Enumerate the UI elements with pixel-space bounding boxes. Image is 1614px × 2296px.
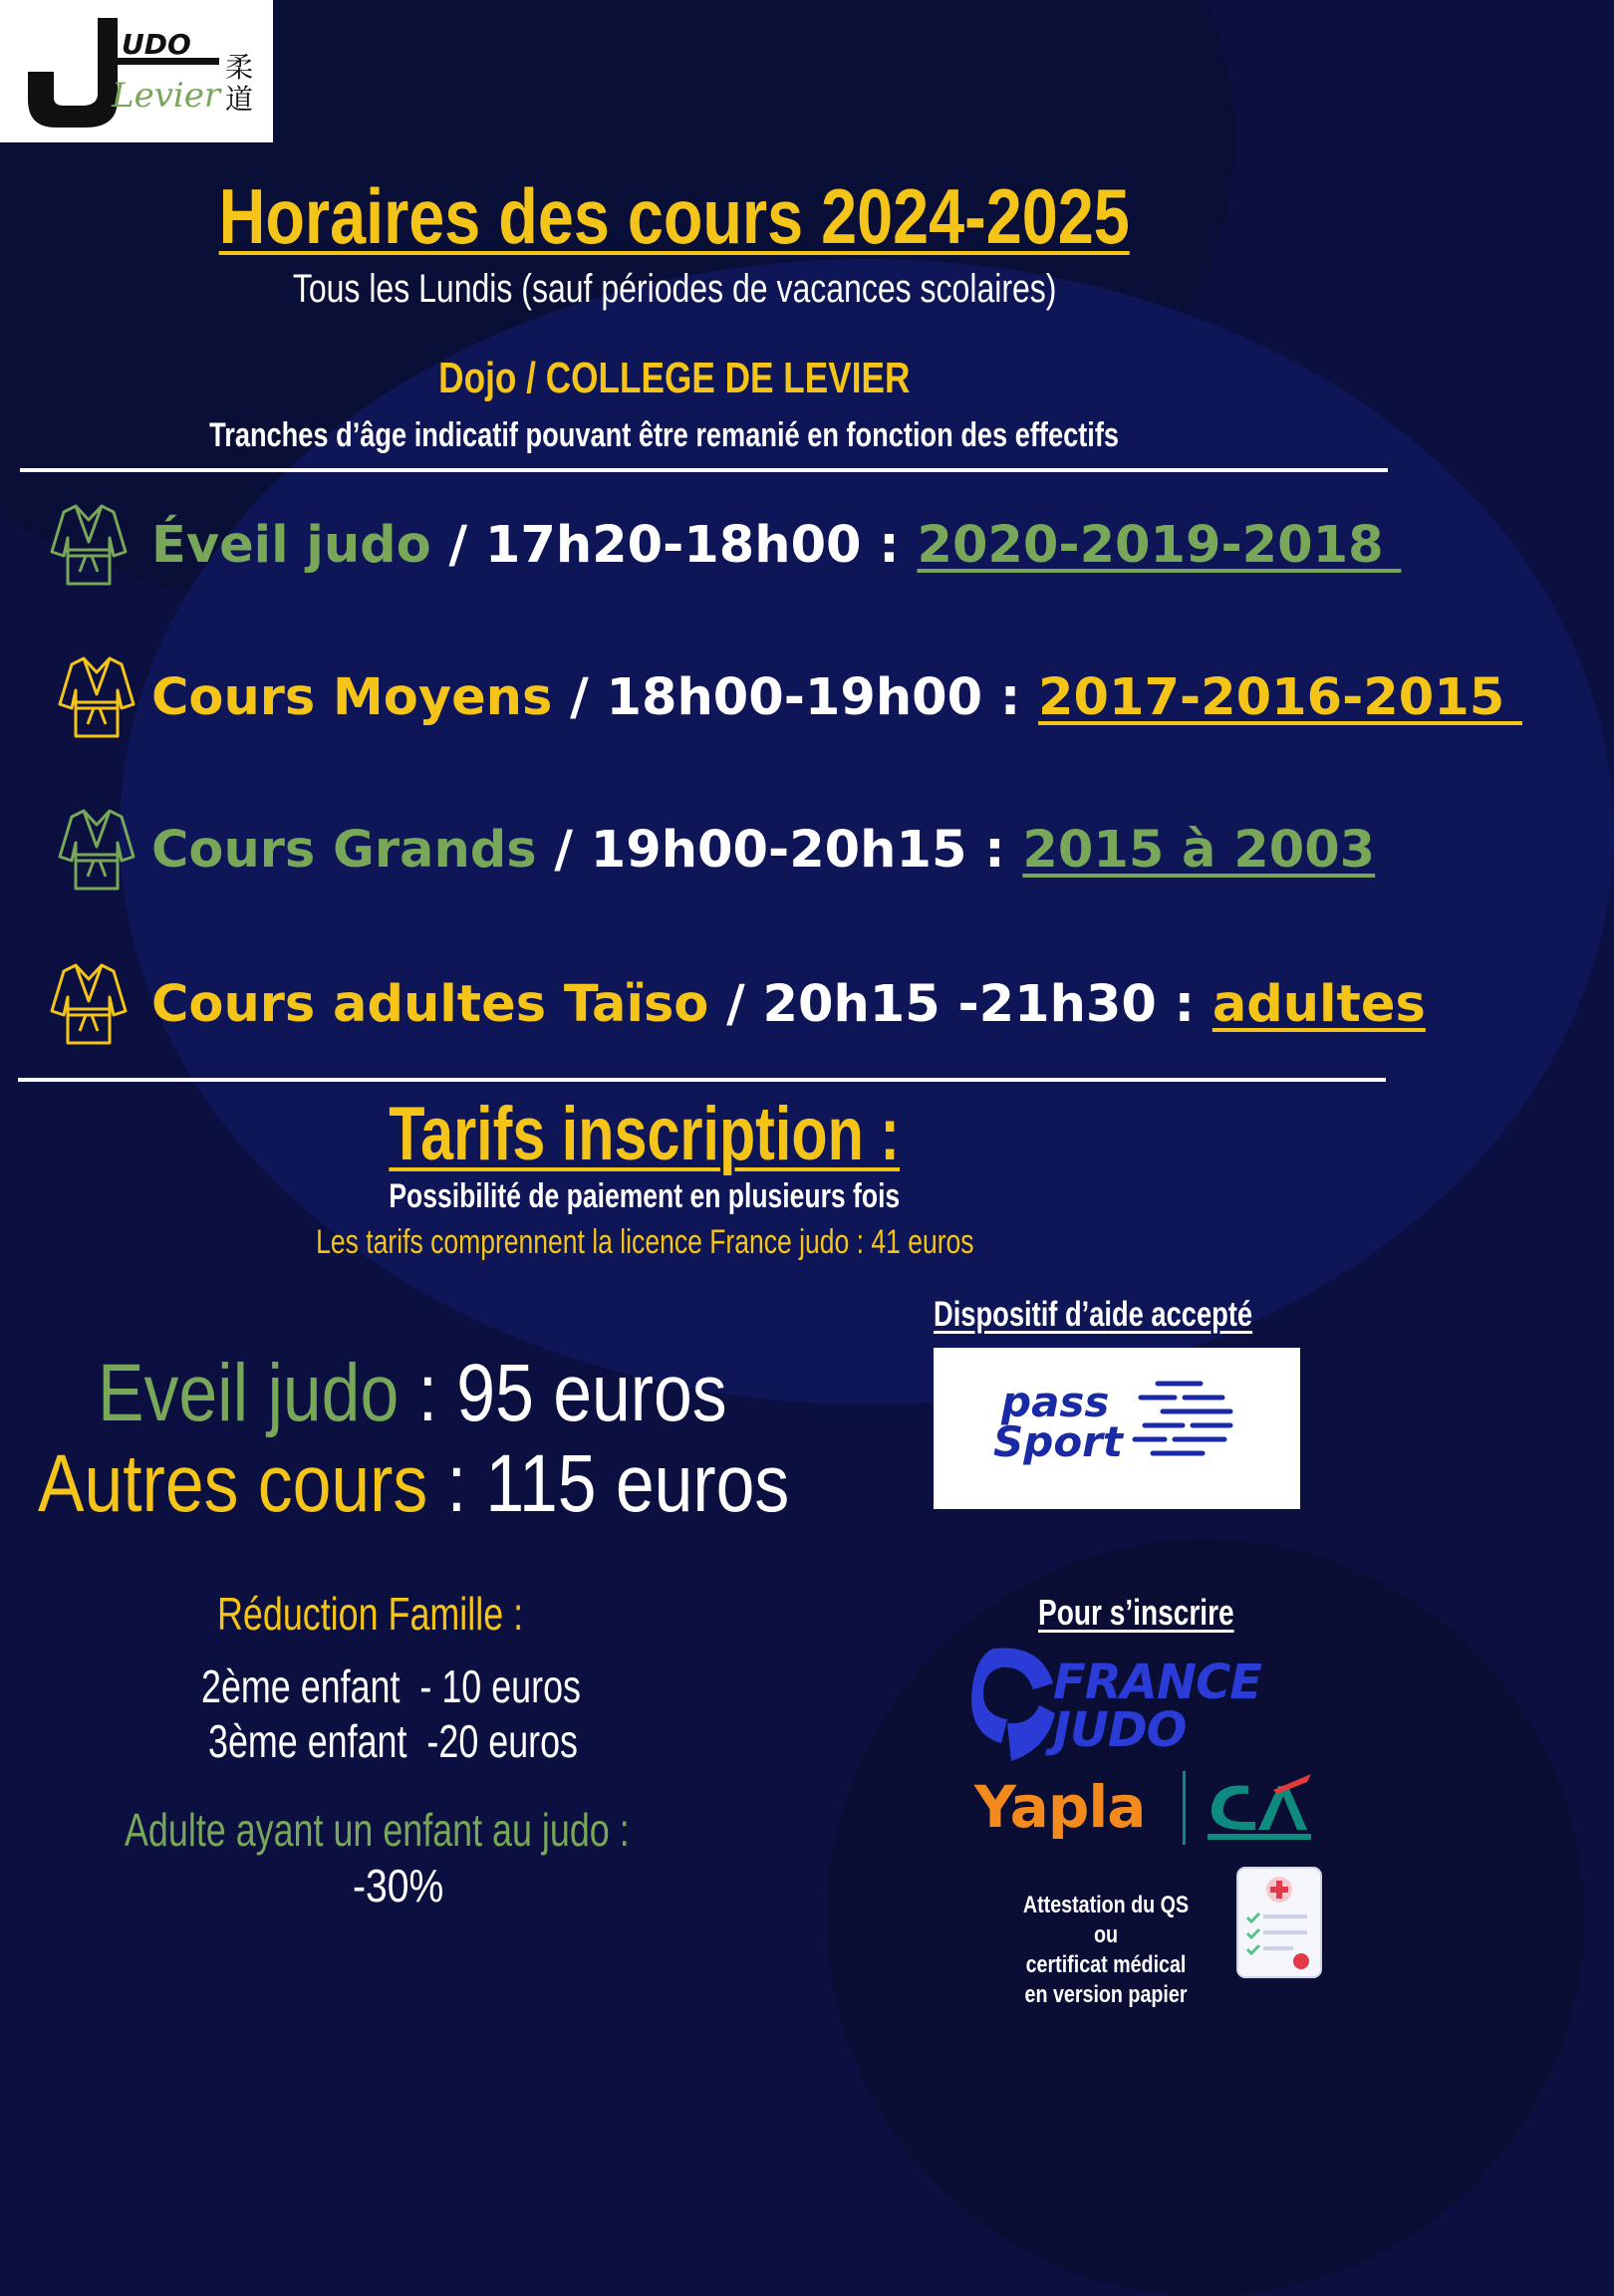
- payment-note: Possibilité de paiement en plusieurs fois: [389, 1177, 901, 1215]
- adult-reduction-value: -30%: [353, 1860, 444, 1912]
- schedule-row: [151, 652, 1522, 742]
- logo-separator: [1183, 1771, 1186, 1845]
- reduction-line1: 2ème enfant - 10 euros: [200, 1660, 581, 1712]
- schedule-years: 2020-2019-2018: [917, 515, 1402, 575]
- attestation-wrap: [996, 1891, 1215, 2010]
- pass-text: pass: [1001, 1378, 1110, 1426]
- schedule-time: / 19h00-20h15 :: [536, 820, 1023, 880]
- subtitle-wrap: [0, 267, 1409, 312]
- judo-text: JUDO: [1053, 1702, 1187, 1758]
- schedule-row: [151, 959, 1426, 1049]
- schedule-years: 2017-2016-2015: [1038, 667, 1522, 727]
- price-autres-label: Autres cours: [38, 1438, 428, 1529]
- schedule-years: adultes: [1211, 974, 1426, 1034]
- reduction-line2-wrap: [199, 1696, 682, 1768]
- judo-gi-icon: [58, 654, 135, 740]
- license-wrap: [0, 1223, 1409, 1262]
- note-wrap: [0, 416, 1409, 455]
- payment-wrap: [0, 1177, 1409, 1216]
- location-wrap: [0, 354, 1409, 403]
- schedule-time: / 18h00-19h00 :: [552, 667, 1039, 727]
- page-subtitle: Tous les Lundis (sauf périodes de vacances scolaires): [292, 267, 1057, 311]
- credit-agricole-logo[interactable]: [1204, 1768, 1318, 1848]
- logo-kanji: 柔道: [225, 51, 254, 116]
- france-judo-emblem-icon: [971, 1644, 1061, 1768]
- judo-gi-icon: [50, 961, 128, 1047]
- price-eveil: [98, 1347, 727, 1440]
- schedule-course-name: Cours adultes Taïso: [151, 974, 709, 1034]
- adult-value-wrap: [353, 1859, 459, 1913]
- ca-logo-icon: [1204, 1768, 1318, 1848]
- judo-gi-icon: [50, 502, 128, 588]
- reduction-title: Réduction Famille :: [217, 1588, 524, 1640]
- divider: [20, 468, 1388, 472]
- aide-title: Dispositif d’aide accepté: [934, 1295, 1253, 1334]
- price-eveil-value: : 95 euros: [399, 1348, 727, 1438]
- title-wrap: [0, 171, 1409, 262]
- france-text: FRANCE: [1053, 1655, 1262, 1710]
- tarifs-title: Tarifs inscription :: [389, 1092, 901, 1176]
- speed-lines-icon: [1133, 1378, 1242, 1467]
- reduction-line2: 3ème enfant -20 euros: [207, 1715, 578, 1767]
- yapla-logo[interactable]: Yapla: [974, 1773, 1146, 1841]
- schedule-course-name: Cours Grands: [151, 820, 537, 880]
- attestation-line3: en version papier: [1024, 1981, 1188, 2008]
- page-title: Horaires des cours 2024-2025: [218, 172, 1131, 260]
- price-eveil-label: Eveil judo: [98, 1348, 400, 1438]
- pass-sport-logo[interactable]: [934, 1348, 1300, 1509]
- schedule-time: / 17h20-18h00 :: [430, 515, 918, 575]
- attestation-line2: certificat médical: [1025, 1951, 1187, 1978]
- schedule-years: 2015 à 2003: [1022, 820, 1376, 880]
- schedule-row: [151, 500, 1401, 590]
- france-judo-logo[interactable]: [971, 1644, 1280, 1768]
- inscription-title-wrap: [1038, 1592, 1289, 1634]
- schedule-row: [151, 805, 1375, 894]
- license-note: Les tarifs comprennent la licence France judo : 41 euros: [315, 1223, 974, 1261]
- price-autres-value: : 115 euros: [427, 1438, 790, 1529]
- location: Dojo / COLLEGE DE LEVIER: [438, 354, 911, 402]
- judo-gi-icon: [58, 807, 135, 893]
- logo-text-judo: UDO: [122, 28, 191, 61]
- adult-title-wrap: [125, 1803, 772, 1857]
- divider: [18, 1078, 1386, 1082]
- price-autres: [38, 1437, 789, 1531]
- schedule-time: / 20h15 -21h30 :: [708, 974, 1212, 1034]
- medical-certificate-icon: [1235, 1866, 1323, 1979]
- sport-text: Sport: [993, 1417, 1123, 1466]
- age-note: Tranches d’âge indicatif pouvant être remanié en fonction des effectifs: [209, 416, 1120, 454]
- logo-text-levier: Levier: [112, 76, 221, 116]
- tarifs-title-wrap: [0, 1091, 1409, 1177]
- attestation-line1: Attestation du QS ou: [1022, 1892, 1190, 1948]
- inscription-title: Pour s’inscrire: [1038, 1592, 1234, 1633]
- aide-title-wrap: [934, 1295, 1342, 1335]
- judo-levier-logo: [0, 0, 273, 142]
- schedule-course-name: Éveil judo: [151, 515, 431, 575]
- adult-reduction-title: Adulte ayant un enfant au judo :: [125, 1804, 630, 1856]
- schedule-course-name: Cours Moyens: [151, 667, 553, 727]
- reduction-title-wrap: [217, 1587, 610, 1641]
